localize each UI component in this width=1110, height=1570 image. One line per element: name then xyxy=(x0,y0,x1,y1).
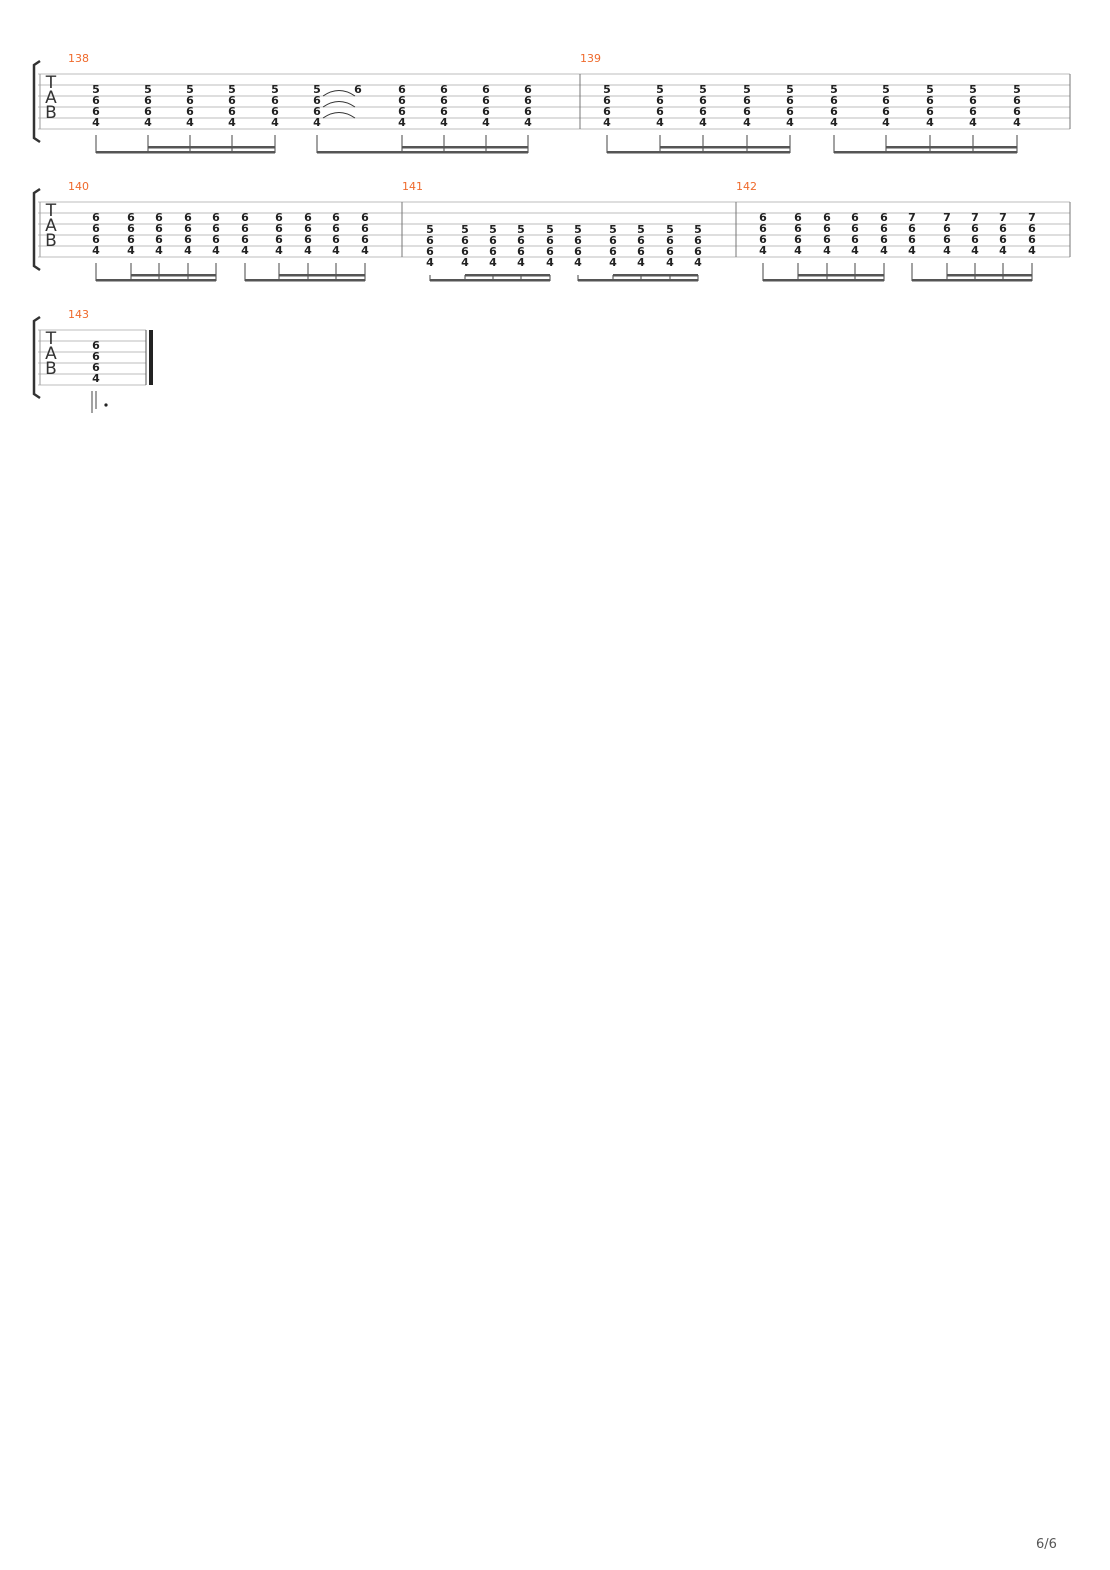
fret-number: 6 xyxy=(426,234,434,247)
fret-number: 4 xyxy=(271,116,279,129)
fret-number: 5 xyxy=(92,83,100,96)
fret-number: 4 xyxy=(155,244,163,257)
fret-number: 4 xyxy=(212,244,220,257)
fret-number: 4 xyxy=(275,244,283,257)
fret-number: 5 xyxy=(603,83,611,96)
fret-number: 6 xyxy=(666,245,674,258)
fret-number: 6 xyxy=(759,233,767,246)
fret-number: 4 xyxy=(127,244,135,257)
fret-number: 4 xyxy=(694,256,702,269)
fret-number: 4 xyxy=(524,116,532,129)
fret-number: 6 xyxy=(275,233,283,246)
final-barline-thick xyxy=(149,330,153,385)
fret-number: 4 xyxy=(971,244,979,257)
fret-number: 6 xyxy=(699,105,707,118)
fret-number: 6 xyxy=(440,105,448,118)
fret-number: 4 xyxy=(794,244,802,257)
fret-number: 6 xyxy=(694,234,702,247)
fret-number: 6 xyxy=(546,234,554,247)
fret-number: 6 xyxy=(880,211,888,224)
fret-number: 6 xyxy=(794,233,802,246)
fret-number: 6 xyxy=(1013,94,1021,107)
fret-number: 4 xyxy=(882,116,890,129)
fret-number: 6 xyxy=(926,94,934,107)
fret-number: 5 xyxy=(426,223,434,236)
fret-number: 5 xyxy=(656,83,664,96)
fret-number: 6 xyxy=(332,233,340,246)
fret-number: 6 xyxy=(398,94,406,107)
fret-number: 5 xyxy=(489,223,497,236)
fret-number: 6 xyxy=(517,234,525,247)
measure-number: 140 xyxy=(68,180,89,193)
slur-arc xyxy=(323,113,355,119)
fret-number: 6 xyxy=(786,94,794,107)
fret-number: 7 xyxy=(999,211,1007,224)
fret-number: 6 xyxy=(694,245,702,258)
measure-number: 139 xyxy=(580,52,601,65)
fret-number: 6 xyxy=(882,94,890,107)
fret-number: 5 xyxy=(461,223,469,236)
fret-number: 6 xyxy=(637,234,645,247)
system-bracket xyxy=(34,61,40,142)
fret-number: 6 xyxy=(699,94,707,107)
fret-number: 5 xyxy=(926,83,934,96)
fret-number: 6 xyxy=(186,94,194,107)
fret-number: 6 xyxy=(212,211,220,224)
fret-number: 6 xyxy=(926,105,934,118)
fret-number: 6 xyxy=(574,245,582,258)
fret-number: 6 xyxy=(304,211,312,224)
augmentation-dot xyxy=(104,403,107,406)
fret-number: 4 xyxy=(546,256,554,269)
fret-number: 6 xyxy=(184,222,192,235)
fret-number: 6 xyxy=(241,211,249,224)
fret-number: 6 xyxy=(574,234,582,247)
fret-number: 6 xyxy=(271,94,279,107)
fret-number: 6 xyxy=(304,233,312,246)
fret-number: 4 xyxy=(603,116,611,129)
fret-number: 6 xyxy=(92,361,100,374)
fret-number: 6 xyxy=(743,105,751,118)
fret-number: 6 xyxy=(743,94,751,107)
fret-number: 4 xyxy=(969,116,977,129)
fret-number: 6 xyxy=(524,94,532,107)
fret-number: 6 xyxy=(880,233,888,246)
fret-number: 4 xyxy=(943,244,951,257)
beam-secondary xyxy=(613,274,698,277)
fret-number: 4 xyxy=(184,244,192,257)
fret-number: 4 xyxy=(228,116,236,129)
fret-number: 6 xyxy=(656,105,664,118)
fret-number: 6 xyxy=(92,350,100,363)
fret-number: 4 xyxy=(743,116,751,129)
fret-number: 4 xyxy=(332,244,340,257)
fret-number: 6 xyxy=(440,94,448,107)
fret-number: 6 xyxy=(609,245,617,258)
fret-number: 7 xyxy=(971,211,979,224)
fret-number: 4 xyxy=(144,116,152,129)
fret-number: 6 xyxy=(943,222,951,235)
fret-number: 6 xyxy=(908,233,916,246)
beam-secondary xyxy=(131,274,216,277)
fret-number: 4 xyxy=(92,244,100,257)
fret-number: 6 xyxy=(461,234,469,247)
tab-clef-letter: T xyxy=(45,73,57,93)
beam-secondary xyxy=(660,146,790,149)
fret-number: 4 xyxy=(426,256,434,269)
fret-number: 6 xyxy=(666,234,674,247)
fret-number: 5 xyxy=(609,223,617,236)
fret-number: 6 xyxy=(92,211,100,224)
fret-number: 4 xyxy=(489,256,497,269)
fret-number: 5 xyxy=(517,223,525,236)
fret-number: 6 xyxy=(212,233,220,246)
fret-number: 6 xyxy=(228,105,236,118)
fret-number: 6 xyxy=(482,94,490,107)
fret-number: 6 xyxy=(92,339,100,352)
fret-number: 4 xyxy=(851,244,859,257)
fret-number: 6 xyxy=(656,94,664,107)
fret-number: 6 xyxy=(155,211,163,224)
fret-number: 4 xyxy=(656,116,664,129)
fret-number: 6 xyxy=(943,233,951,246)
fret-number: 6 xyxy=(969,94,977,107)
tab-system xyxy=(34,308,153,413)
fret-number: 6 xyxy=(440,83,448,96)
tab-clef-letter: B xyxy=(45,359,57,379)
fret-number: 5 xyxy=(271,83,279,96)
fret-number: 5 xyxy=(228,83,236,96)
fret-number: 5 xyxy=(144,83,152,96)
fret-number: 6 xyxy=(1013,105,1021,118)
beam-secondary xyxy=(798,274,884,277)
fret-number: 4 xyxy=(313,116,321,129)
fret-number: 6 xyxy=(275,211,283,224)
fret-number: 5 xyxy=(882,83,890,96)
beam-primary xyxy=(763,279,884,282)
fret-number: 4 xyxy=(637,256,645,269)
fret-number: 6 xyxy=(546,245,554,258)
fret-number: 4 xyxy=(666,256,674,269)
fret-number: 6 xyxy=(971,222,979,235)
beam-secondary xyxy=(947,274,1032,277)
fret-number: 6 xyxy=(332,222,340,235)
beam-primary xyxy=(912,279,1032,282)
fret-number: 7 xyxy=(908,211,916,224)
fret-number: 5 xyxy=(969,83,977,96)
tab-clef-letter: B xyxy=(45,103,57,123)
fret-number: 6 xyxy=(851,233,859,246)
fret-number: 6 xyxy=(794,222,802,235)
fret-number: 6 xyxy=(127,211,135,224)
beam-secondary xyxy=(886,146,1017,149)
fret-number: 6 xyxy=(398,83,406,96)
fret-number: 6 xyxy=(361,211,369,224)
fret-number: 4 xyxy=(908,244,916,257)
beam-primary xyxy=(578,279,698,282)
tab-system xyxy=(34,180,1070,282)
fret-number: 6 xyxy=(92,94,100,107)
fret-number: 6 xyxy=(361,222,369,235)
fret-number: 6 xyxy=(144,94,152,107)
fret-number: 6 xyxy=(184,233,192,246)
fret-number: 6 xyxy=(426,245,434,258)
fret-number: 6 xyxy=(482,83,490,96)
fret-number: 5 xyxy=(1013,83,1021,96)
fret-number: 6 xyxy=(354,83,362,96)
fret-number: 6 xyxy=(637,245,645,258)
fret-number: 6 xyxy=(461,245,469,258)
beam-primary xyxy=(834,151,1017,154)
fret-number: 5 xyxy=(313,83,321,96)
tab-clef-letter: T xyxy=(45,329,57,349)
beam-primary xyxy=(317,151,528,154)
fret-number: 6 xyxy=(241,222,249,235)
slur-arc xyxy=(323,91,355,97)
fret-number: 6 xyxy=(609,234,617,247)
fret-number: 6 xyxy=(275,222,283,235)
fret-number: 6 xyxy=(92,233,100,246)
beam-primary xyxy=(430,279,550,282)
fret-number: 5 xyxy=(699,83,707,96)
fret-number: 6 xyxy=(155,222,163,235)
fret-number: 6 xyxy=(92,105,100,118)
fret-number: 4 xyxy=(823,244,831,257)
fret-number: 6 xyxy=(517,245,525,258)
fret-number: 5 xyxy=(666,223,674,236)
fret-number: 6 xyxy=(398,105,406,118)
beam-secondary xyxy=(279,274,365,277)
fret-number: 6 xyxy=(851,222,859,235)
tab-clef-letter: A xyxy=(45,344,57,364)
fret-number: 4 xyxy=(609,256,617,269)
fret-number: 6 xyxy=(304,222,312,235)
fret-number: 6 xyxy=(241,233,249,246)
fret-number: 6 xyxy=(880,222,888,235)
fret-number: 4 xyxy=(92,116,100,129)
beam-secondary xyxy=(148,146,275,149)
beam-primary xyxy=(607,151,790,154)
measure-number: 142 xyxy=(736,180,757,193)
fret-number: 6 xyxy=(999,233,1007,246)
fret-number: 6 xyxy=(908,222,916,235)
fret-number: 6 xyxy=(830,105,838,118)
fret-number: 4 xyxy=(440,116,448,129)
page-number: 6/6 xyxy=(1036,1537,1057,1552)
fret-number: 6 xyxy=(830,94,838,107)
fret-number: 5 xyxy=(574,223,582,236)
fret-number: 6 xyxy=(524,83,532,96)
fret-number: 6 xyxy=(361,233,369,246)
fret-number: 6 xyxy=(759,222,767,235)
fret-number: 6 xyxy=(851,211,859,224)
fret-number: 4 xyxy=(999,244,1007,257)
fret-number: 5 xyxy=(637,223,645,236)
fret-number: 7 xyxy=(1028,211,1036,224)
fret-number: 6 xyxy=(786,105,794,118)
fret-number: 7 xyxy=(943,211,951,224)
fret-number: 4 xyxy=(461,256,469,269)
fret-number: 6 xyxy=(482,105,490,118)
fret-number: 4 xyxy=(699,116,707,129)
fret-number: 6 xyxy=(184,211,192,224)
beam-secondary xyxy=(402,146,528,149)
fret-number: 5 xyxy=(546,223,554,236)
beam-primary xyxy=(96,151,275,154)
fret-number: 6 xyxy=(127,233,135,246)
fret-number: 4 xyxy=(482,116,490,129)
fret-number: 4 xyxy=(92,372,100,385)
fret-number: 6 xyxy=(1028,233,1036,246)
fret-number: 6 xyxy=(524,105,532,118)
fret-number: 6 xyxy=(127,222,135,235)
beam-primary xyxy=(245,279,365,282)
fret-number: 5 xyxy=(743,83,751,96)
system-bracket xyxy=(34,189,40,270)
fret-number: 6 xyxy=(823,211,831,224)
fret-number: 5 xyxy=(830,83,838,96)
fret-number: 6 xyxy=(603,94,611,107)
fret-number: 6 xyxy=(144,105,152,118)
fret-number: 4 xyxy=(186,116,194,129)
measure-number: 143 xyxy=(68,308,89,321)
fret-number: 6 xyxy=(823,222,831,235)
fret-number: 4 xyxy=(398,116,406,129)
beam-secondary xyxy=(465,274,550,277)
tab-clef-letter: T xyxy=(45,201,57,221)
fret-number: 4 xyxy=(304,244,312,257)
fret-number: 5 xyxy=(186,83,194,96)
fret-number: 6 xyxy=(794,211,802,224)
fret-number: 4 xyxy=(880,244,888,257)
fret-number: 5 xyxy=(786,83,794,96)
fret-number: 6 xyxy=(999,222,1007,235)
fret-number: 4 xyxy=(786,116,794,129)
fret-number: 4 xyxy=(830,116,838,129)
fret-number: 6 xyxy=(313,94,321,107)
fret-number: 4 xyxy=(759,244,767,257)
fret-number: 6 xyxy=(313,105,321,118)
fret-number: 6 xyxy=(228,94,236,107)
fret-number: 4 xyxy=(926,116,934,129)
fret-number: 6 xyxy=(489,234,497,247)
fret-number: 6 xyxy=(92,222,100,235)
fret-number: 6 xyxy=(603,105,611,118)
fret-number: 6 xyxy=(971,233,979,246)
measure-number: 138 xyxy=(68,52,89,65)
tab-clef-letter: A xyxy=(45,88,57,108)
fret-number: 6 xyxy=(212,222,220,235)
slur-arc xyxy=(323,102,355,108)
fret-number: 5 xyxy=(694,223,702,236)
fret-number: 4 xyxy=(241,244,249,257)
fret-number: 6 xyxy=(1028,222,1036,235)
fret-number: 6 xyxy=(969,105,977,118)
system-bracket xyxy=(34,317,40,398)
fret-number: 4 xyxy=(517,256,525,269)
tab-system xyxy=(34,52,1070,154)
fret-number: 6 xyxy=(155,233,163,246)
fret-number: 6 xyxy=(823,233,831,246)
fret-number: 4 xyxy=(361,244,369,257)
measure-number: 141 xyxy=(402,180,423,193)
fret-number: 4 xyxy=(1013,116,1021,129)
fret-number: 6 xyxy=(186,105,194,118)
fret-number: 6 xyxy=(271,105,279,118)
fret-number: 4 xyxy=(1028,244,1036,257)
fret-number: 6 xyxy=(882,105,890,118)
tab-clef-letter: A xyxy=(45,216,57,236)
fret-number: 6 xyxy=(759,211,767,224)
fret-number: 4 xyxy=(574,256,582,269)
tab-clef-letter: B xyxy=(45,231,57,251)
beam-primary xyxy=(96,279,216,282)
fret-number: 6 xyxy=(332,211,340,224)
fret-number: 6 xyxy=(489,245,497,258)
